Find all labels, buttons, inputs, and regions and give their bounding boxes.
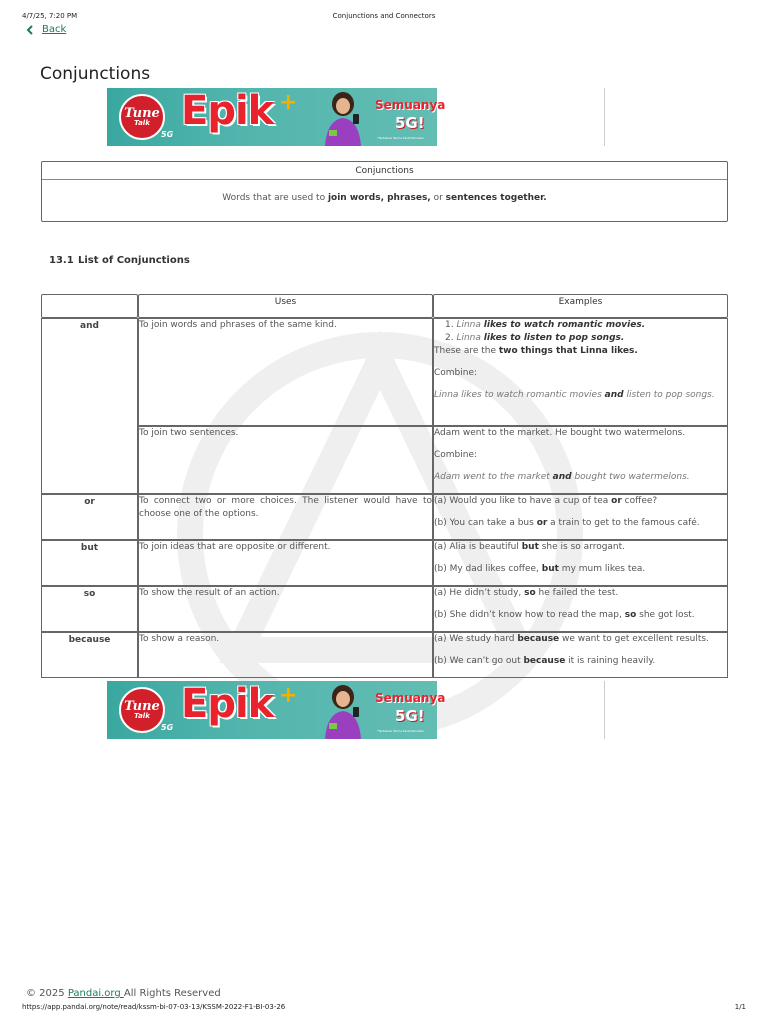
back-button[interactable] (26, 24, 66, 35)
example-pre: (a) Alia is beautiful (434, 542, 522, 552)
table-row (41, 426, 728, 494)
example-bold: likes to listen to pop songs. (483, 333, 625, 343)
conjunction-and: and (41, 318, 138, 494)
use-cell: To connect two or more choices. The listener would have to choose one of the options. (138, 494, 433, 540)
conjunction-so: so (41, 586, 138, 632)
example-post: he failed the test. (535, 588, 619, 598)
combined-conjunction: and (552, 472, 572, 482)
print-date: 4/7/25, 7:20 PM (22, 12, 78, 20)
ad-divider (604, 681, 605, 739)
ad-slogan-5g: 5G! (395, 707, 425, 725)
example-cell (433, 632, 728, 678)
example-cell (433, 540, 728, 586)
example-a (434, 495, 727, 508)
example-conjunction: because (517, 634, 560, 644)
table-header-row (41, 294, 728, 318)
use-cell: To show the result of an action. (138, 586, 433, 632)
combined-post: bought two watermelons. (571, 472, 690, 482)
page-title: Conjunctions (40, 64, 151, 84)
combined-pre: Adam went to the market (434, 472, 553, 482)
example-a (434, 541, 727, 554)
person-illustration-icon (315, 90, 371, 146)
conjunction-but: but (41, 540, 138, 586)
example-b (434, 517, 727, 530)
example-post: my mum likes tea. (558, 564, 646, 574)
ad-logo-line2: Talk (134, 119, 150, 127)
ad-fine-print: *Tertakluk Terma Perkhidmatan (377, 136, 424, 140)
use-cell: To join two sentences. (138, 426, 433, 494)
ad-plus: + (279, 683, 298, 708)
ad-slogan: Semuanya (375, 98, 446, 112)
copyright-post: All Rights Reserved (123, 988, 221, 999)
example-conjunction: but (541, 564, 559, 574)
example-cell (433, 494, 728, 540)
example-pre: (b) She didn’t know how to read the map, (434, 610, 625, 620)
example-b (434, 609, 727, 622)
example-pre: (b) We can’t go out (434, 656, 524, 666)
combined-post: listen to pop songs. (623, 390, 715, 400)
example-pre: (b) My dad likes coffee, (434, 564, 542, 574)
ad-logo-line2: Talk (134, 712, 150, 720)
print-page-number: 1/1 (734, 1003, 746, 1011)
ad-logo-line1: Tune (124, 699, 160, 714)
definition-title: Conjunctions (355, 166, 414, 176)
example-b (434, 655, 727, 668)
tune-talk-logo (119, 94, 165, 140)
ad-logo-badge: 5G (161, 130, 174, 139)
pandai-link[interactable]: Pandai.org (67, 988, 124, 999)
example-pre: (a) He didn’t study, (434, 588, 525, 598)
example-post: coffee? (621, 496, 658, 506)
tune-talk-logo (119, 687, 165, 733)
table-row (41, 632, 728, 678)
definition-bold-2: sentences together. (445, 193, 547, 203)
example-summary (434, 345, 727, 358)
definition-bold-1: join words, phrases, (327, 193, 431, 203)
ad-brand: Epik (181, 681, 274, 727)
ad-brand: Epik (181, 88, 274, 134)
combine-label: Combine: (434, 368, 478, 378)
ad-divider (604, 88, 605, 146)
ad-banner-top[interactable] (107, 88, 446, 146)
definition-text (42, 193, 727, 203)
person-illustration-icon (315, 683, 371, 739)
ad-logo-line1: Tune (124, 106, 160, 121)
example-combined (434, 389, 727, 402)
section-title: List of Conjunctions (78, 255, 190, 266)
summary-pre: These are the (434, 346, 499, 356)
table-row (41, 540, 728, 586)
conjunctions-table (41, 294, 728, 678)
example-post: we want to get excellent results. (559, 634, 709, 644)
example-a (434, 633, 727, 646)
combined-conjunction: and (604, 390, 624, 400)
section-heading (49, 255, 190, 266)
example-post: she got lost. (636, 610, 695, 620)
ad-fine-print: *Tertakluk Terma Perkhidmatan (377, 729, 424, 733)
chevron-left-icon (26, 25, 34, 35)
example-sentence: Adam went to the market. He bought two watermelons. (434, 428, 686, 438)
definition-divider (42, 179, 727, 180)
conjunction-or: or (41, 494, 138, 540)
example-pre: (b) You can take a bus (434, 518, 537, 528)
ad-slogan-5g: 5G! (395, 114, 425, 132)
summary-bold: two things that Linna likes. (498, 346, 638, 356)
example-name: Linna (456, 320, 481, 330)
conjunction-because: because (41, 632, 138, 678)
example-conjunction: so (624, 610, 637, 620)
use-cell: To join words and phrases of the same kind. (138, 318, 433, 426)
list-item: 1. Linna likes to watch romantic movies. (445, 320, 646, 330)
use-cell: To show a reason. (138, 632, 433, 678)
example-conjunction: because (523, 656, 566, 666)
combined-pre: Linna likes to watch romantic movies (434, 390, 605, 400)
definition-text-mid: or (430, 193, 446, 203)
example-post: a train to get to the famous café. (547, 518, 700, 528)
table-row (41, 586, 728, 632)
section-number: 13.1 (49, 255, 74, 266)
combine-label: Combine: (434, 450, 478, 460)
ad-plus: + (279, 90, 298, 115)
example-conjunction: so (524, 588, 536, 598)
example-bold: likes to watch romantic movies. (483, 320, 646, 330)
print-url: https://app.pandai.org/note/read/kssm-bi-07-03-13/KSSM-2022-F1-BI-03-26 (22, 1003, 286, 1011)
example-combined (434, 471, 727, 484)
ad-logo-badge: 5G (161, 723, 174, 732)
example-cell (433, 318, 728, 426)
example-post: she is so arrogant. (538, 542, 626, 552)
table-row (41, 318, 728, 426)
ad-slogan: Semuanya (375, 691, 446, 705)
example-conjunction: but (521, 542, 539, 552)
example-conjunction: or (611, 496, 622, 506)
ad-banner-bottom[interactable] (107, 681, 446, 739)
definition-text-pre: Words that are used to (222, 193, 328, 203)
site-footer (26, 988, 221, 999)
example-conjunction: or (536, 518, 548, 528)
header-cell-examples: Examples (433, 294, 728, 318)
list-item: 2. Linna likes to listen to pop songs. (445, 333, 625, 343)
example-post: it is raining heavily. (565, 656, 656, 666)
table-row (41, 494, 728, 540)
example-pre: (a) Would you like to have a cup of tea (434, 496, 612, 506)
example-name: Linna (456, 333, 481, 343)
use-cell: To join ideas that are opposite or different. (138, 540, 433, 586)
example-a (434, 587, 727, 600)
header-cell-uses: Uses (138, 294, 433, 318)
print-header (22, 12, 746, 24)
example-pre: (a) We study hard (434, 634, 518, 644)
example-cell (433, 586, 728, 632)
back-label: Back (42, 24, 67, 35)
definition-box (41, 161, 728, 222)
print-document-title: Conjunctions and Connectors (332, 12, 436, 20)
copyright-pre: © 2025 (26, 988, 68, 999)
example-cell (433, 426, 728, 494)
header-cell-empty (41, 294, 138, 318)
example-b (434, 563, 727, 576)
